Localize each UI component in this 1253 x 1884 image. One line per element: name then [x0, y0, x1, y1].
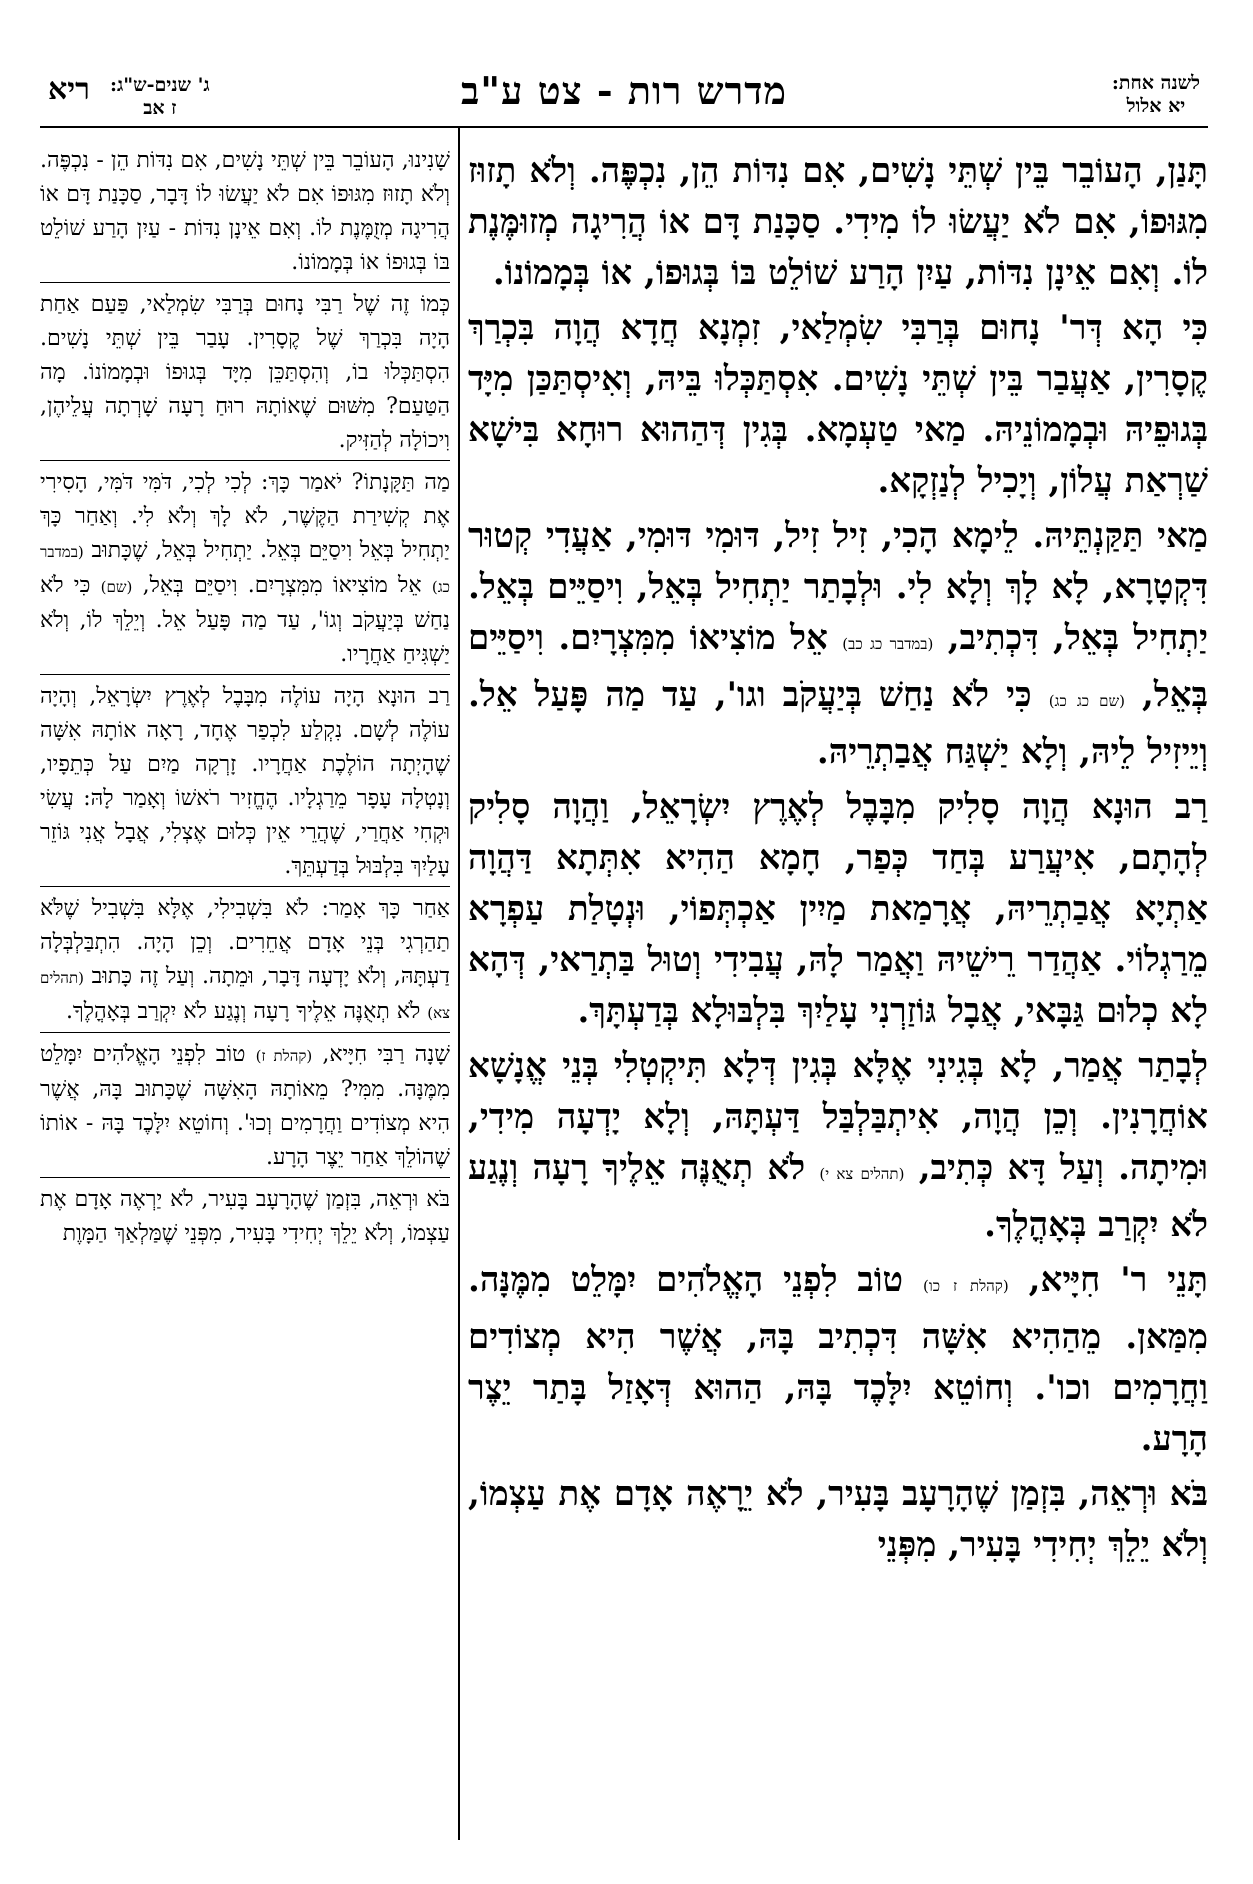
- main-paragraph: תָּנַן, הָעוֹבֵר בֵּין שְׁתֵּי נָשִׁים, אִם נִדּוֹת הֵן, נִכְפֶּה. וְלֹא תָזוּז מִגּוּפוֹ, אִם לֹא יַעֲשׂוּ לוֹ מִידִי. סַכָּנַת דָּם אוֹ הֲרִיגָה מְזוּמֶּנֶת לוֹ. וְאִם אֵינָן נִדּוֹת, עַיִן הָרַע שׁוֹלֵט בּוֹ בְּגוּפוֹ, אוֹ בְּמָמוֹנוֹ.: [468, 151, 1208, 293]
- main-text-column: [468, 146, 1208, 1575]
- main-paragraph: תָּנֵי ר' חִיָּיא, (קהלת ז כו) טוֹב לִפְנֵי הָאֱלֹהִים יִמָּלֵט מִמֶּנָּה. מִמַּאן. מֵהַהִיא אִשָּׁה דִּכְתִיב בָּהּ, אֲשֶׁר הִיא מְצוֹדִים וַחֲרָמִים וכו'. וְחוֹטֵא יִלָּכֶד בָּהּ, הַהוּא דְּאָזַל בָּתַר יֵצֶר הָרָע.: [468, 1260, 1209, 1459]
- main-paragraph: כִּי הָא דְּר' נָחוּם בְּרַבִּי שִׂמְלַאי, זִמְנָא חֲדָא הֲוָה בִּכְרַךְ קֶסָרִין, אַעֲבַר בֵּין שְׁתֵּי נָשִׁים. אִסְתַּכְּלוּ בֵּיהּ, וְאִיסְתַּכַּן מִיָּד בְּגוּפֵיהּ וּבְמָמוֹנֵיהּ. מַאי טַעְמָא. בְּגִין דְּהַהוּא רוּחָא בִּישָׁא שַׁרְאַת עֲלוֹן, וְיָכִיל לְנַזְקָא.: [468, 308, 1209, 501]
- source-reference: (במדבר כג כב): [842, 635, 934, 653]
- schedule-one-year-label: לשנה אחת:: [1111, 72, 1200, 94]
- translation-paragraph: רַב הוּנָא הָיָה עוֹלֶה מִבָּבֶל לְאֶרֶץ יִשְׂרָאֵל, וְהָיָה עוֹלֶה לְשָׁם. נִקְלַע לִכְפַר אֶחָד, רָאָה אוֹתָהּ אִשָּׁה שֶׁהָיְתָה הוֹלֶכֶת אַחֲרָיו. זָרְקָה מַיִם עַל כְּתֵפָיו, וְנָטְלָה עָפָר מֵרַגְלָיו. הֶחֱזִיר רֹאשׁוֹ וְאָמַר לָהּ: עֲשִׂי וּקְחִי אַחֲרַי, שֶׁהֲרֵי אֵין כְּלוּם אֶצְלִי, אֲבָל אֲנִי גּוֹזֵר עָלַיִךְ בִּלְבּוּל בְּדַעְתֵּךְ.: [40, 680, 450, 887]
- source-reference: (קהלת ז כו): [923, 1277, 1009, 1295]
- page-title: מדרש רות - צט ע"ב: [460, 68, 788, 113]
- translation-paragraph: בֹּא וּרְאֵה, בִּזְמַן שֶׁהָרָעָב בָּעִיר, לֹא יַרְאֶה אָדָם אֶת עַצְמוֹ, וְלֹא יֵלֵךְ יְחִידִי בָּעִיר, מִפְּנֵי שֶׁמַּלְאַךְ הַמָּוֶת: [40, 1187, 450, 1246]
- schedule-one-year-date: יא אלול: [1126, 95, 1186, 117]
- header-divider: [40, 126, 1208, 128]
- source-reference: (במדבר כג): [40, 543, 451, 596]
- book-page: [40, 40, 1208, 1850]
- source-reference: (תהלים צא י): [819, 1165, 905, 1183]
- page-header: [40, 68, 1208, 148]
- source-reference: (שם): [100, 578, 133, 596]
- main-paragraph: בֹּא וּרְאֵה, בִּזְמַן שֶׁהָרָעָב בָּעִיר, לֹא יֵרָאֶה אָדָם אֶת עַצְמוֹ, וְלֹא יֵלֵךְ יְחִידִי בָּעִיר, מִפְּנֵי: [468, 1474, 1208, 1565]
- source-reference: (שם כג כג): [1048, 692, 1125, 710]
- translation-paragraph: שָׁנָה רַבִּי חִיָּיא, (קהלת ז) טוֹב לִפְנֵי הָאֱלֹהִים יִמָּלֵט מִמֶּנָּה. מִמִּי? מֵאוֹתָהּ הָאִשָּׁה שֶׁכָּתוּב בָּהּ, אֲשֶׁר הִיא מְצוֹדִים וַחֲרָמִים וְכוּ'. וְחוֹטֵא יִלָּכֶד בָּהּ - אוֹתוֹ שֶׁהוֹלֵךְ אַחַר יֵצֶר הָרָע.: [40, 1038, 450, 1178]
- schedule-three-years-label: ג' שנים-ש"ג:: [110, 74, 210, 96]
- translation-paragraph: מַה תַּקָּנָתוֹ? יֹאמַר כָּךְ: לְכִי לְכִי, דֹּמִּי דֹּמִּי, הָסִירִי אֶת קְשִׁירַת הַקֶּשֶׁר, לֹא לָךְ וְלֹא לִי. וְאַחַר כָּךְ יַתְחִיל בְּאֵל וִיסַיֵּם בְּאֵל. יַתְחִיל בְּאֵל, שֶׁכָּתוּב (במדבר כג) אֵל מוֹצִיאוֹ מִמִּצְרָיִם. וִיסַיֵּם בְּאֵל, (שם) כִּי לֹא נַחַשׁ בְּיַעֲקֹב וְגוֹ', עַד מַה פָּעַל אֵל. וְיֵלֵךְ לוֹ, וְלֹא יַשְׁגִּיחַ אַחֲרָיו.: [40, 466, 450, 675]
- main-paragraph: לְבָתַר אֲמַר, לָא בְּגִינִי אֶלָּא בְּגִין דְּלָא תִּיקְטְלִי בְּנֵי אֱנָשָׁא אוֹחֲרָנִין. וְכֵן הֲוָה, אִיתְבַּלְבַּל דַּעְתָּהּ, וְלָא יָדְעָה מִידִי, וּמִיתָה. וְעַל דָּא כְּתִיב, (תהלים צא י) לֹא תְאֻנֶּה אֵלֶיךָ רָעָה וְנֶגַע לֹא יִקְרַב בְּאָהֳלֶךָ.: [468, 1046, 1209, 1245]
- main-paragraph: מַאי תַּקַּנְתֵּיהּ. לֵימָא הָכִי, זִיל זִיל, דּוּמִי דּוּמִי, אַעֲדִי קְטוּר דִּקְטָרָא, לָא לָךְ וְלָא לִי. וּלְבָתַר יַתְחִיל בְּאֵל, וִיסַיֵּים בְּאֵל. יַתְחִיל בְּאֵל, דִּכְתִיב, (במדבר כג כב) אֵל מוֹצִיאוֹ מִמִּצְרָיִם. וִיסַיֵּים בְּאֵל, (שם כג כג) כִּי לֹא נַחַשׁ בְּיַעֲקֹב וגו', עַד מַה פָּעַל אֵל. וְיֵיזִיל לֵיהּ, וְלָא יַשְׁגַּח אֲבַתְרֵיהּ.: [468, 516, 1208, 772]
- schedule-three-years-date: ז אב: [143, 97, 177, 119]
- column-divider: [458, 128, 460, 1840]
- page-number: ריא: [48, 72, 90, 107]
- schedule-one-year: [1112, 72, 1200, 118]
- translation-paragraph: שָׁנִינוּ, הָעוֹבֵר בֵּין שְׁתֵּי נָשִׁים, אִם נִדּוֹת הֵן - נִכְפֶּה. וְלֹא תָזוּז מִגּוּפוֹ אִם לֹא יַעֲשׂוּ לוֹ דָּבָר, סַכָּנַת דָּם אוֹ הֲרִיגָה מְזֻמֶּנֶת לוֹ. וְאִם אֵינָן נִדּוֹת - עַיִן הָרַע שׁוֹלֵט בּוֹ בְּגוּפוֹ אוֹ בְּמָמוֹנוֹ.: [40, 144, 450, 283]
- source-reference: (קהלת ז): [255, 1047, 313, 1065]
- source-reference: (תהלים צא): [40, 969, 450, 1022]
- main-paragraph: רַב הוּנָא הֲוָה סָלִיק מִבָּבֶל לְאֶרֶץ יִשְׂרָאֵל, וַהֲוָה סָלִיק לְהָתָם, אִיעֲרַע בְּחַד כְּפַר, חָמָא הַהִיא אִתְּתָא דַּהֲוָה אַתְיָא אֲבַתְרֵיהּ, אֲרָמַאת מַיִין אַכְתְּפוֹי, וּנְטָלַת עַפְרָא מֵרַגְלוֹי. אַהֲדַר רֵישֵׁיהּ וַאֲמַר לָהּ, עֲבִידִי וְטוּל בַּתְרַאי, דְּהָא לָא כְלוּם גַּבָּאי, אֲבָל גּוֹזַרְנִי עָלַיִךְ בִּלְבּוּלָא בְּדַעְתָּךְ.: [468, 787, 1208, 1031]
- translation-column: [40, 144, 450, 1256]
- translation-paragraph: כְּמוֹ זֶה שֶׁל רַבִּי נָחוּם בְּרַבִּי שִׂמְלַאי, פַּעַם אַחַת הָיָה בִּכְרַךְ שֶׁל קֶסָרִין. עָבַר בֵּין שְׁתֵּי נָשִׁים. הִסְתַּכְּלוּ בוֹ, וְהִסְתַּכֵּן מִיָּד בְּגוּפוֹ וּבְמָמוֹנוֹ. מָה הַטַּעַם? מִשּׁוּם שֶׁאוֹתָהּ רוּחַ רָעָה שָׁרְתָה עֲלֵיהֶן, וִיכוֹלָה לְהַזִּיק.: [40, 288, 450, 461]
- translation-paragraph: אַחַר כָּךְ אָמַר: לֹא בִּשְׁבִילִי, אֶלָּא בִּשְׁבִיל שֶׁלֹּא תַהַרְגִי בְּנֵי אָדָם אֲחֵרִים. וְכֵן הָיָה. הִתְבַּלְבְּלָה דַעְתָּהּ, וְלֹא יָדְעָה דָּבָר, וּמֵתָה. וְעַל זֶה כָּתוּב (תהלים צא) לֹא תְאֻנֶּה אֵלֶיךָ רָעָה וְנֶגַע לֹא יִקְרַב בְּאָהֳלֶךָ.: [40, 892, 450, 1033]
